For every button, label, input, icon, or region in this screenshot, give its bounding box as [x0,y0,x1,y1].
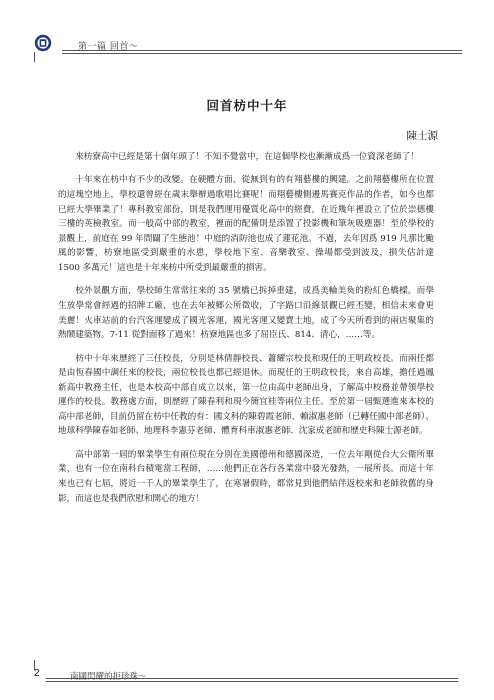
paragraph: 來枋寮高中已經是第十個年頭了！不知不覺當中，在這個學校也漸漸成爲一位資深老師了！ [75,152,419,162]
page-header [34,34,464,56]
header-margin-rule [34,52,35,62]
article-title: 回首枋中十年 [206,98,288,114]
page-footer [34,668,464,688]
article-body [58,150,434,515]
page-number: 2 [34,668,40,679]
header-rule-bottom [62,53,462,54]
article-author: 陳士源 [406,130,438,142]
paragraph: 十年來在枋中有不少的改變。在硬體方面，從無到有的有翔藝樓的興建。之前翔藝樓所在位置的這塊空地上，學校還曾經在歲末舉辦過歌唱比賽呢！而翔藝樓側邊馬賽克作品的作者，如今也都已經大學畢業了！專科教室部份，則是我們運用優質化高中的經費，在近幾年裡設立了位於崇德樓三樓的英檢教室。而一般高中部的教室，裡面的配備則是添置了投影機和筆灰吸塵器！至於學校的景觀上，前庭在 99 年間闢了生態池！中庭的消防池也成了蓮花池。不過，去年因爲 919 凡那比颱風的影響，枋寮地區受到嚴重的水患，學校地下室、音樂教室、操場都受到波及，損失估計達 1500 多萬元！這也是十年來枋中所受到最嚴重的損害。 [58,175,434,273]
paragraph: 高中部第一屆的畢業學生有兩位現在分別在美國德州和德國深造，一位去年剛從台大公衛所畢業，也有一位在南科台積電當工程師，……他們正在各行各業當中發光發熱，一展所長。而這十年來也已有七屆，將近一千人的畢業學生了，在寒暑假時，都常見到他們結伴返校來和老師敘舊的身影，而這也是我們欣慰和開心的地方！ [58,449,434,504]
paragraph: 校外景觀方面，學校師生常常往來的 35 號橋已拆掉重建，成爲美輪美奐的粉紅色橋樑。而學生放學常會經過的招牌工廠，也在去年被鄉公所徵收，了字路口沿線景觀已經丕變，相信未來會更美麗！火車站前的台汽客運變成了國光客運，國光客運又變賣土地，成了今天所看到的兩店聚集的熱鬧建築物。7-11 從對面移了過來！枋寮地區也多了屈臣氏、814、清心，……等。 [58,286,434,341]
footer-running-title: 南國閃耀的拒珍珠～ [70,672,147,682]
school-emblem-icon [34,34,52,52]
header-running-title: 第一篇 回首～ [78,42,139,52]
paragraph: 枋中十年來歷經了三任校長，分別是林倩靜校長、蕭耀宗校長和現任的王明政校長。而兩任都是由恆春國中調任來的校長，兩位校長也都已經退休。而現任的王明政校長，來自高雄，擔任過鳳新高中教務主任，也是本校高中部自成立以來，第一位由高中老師出身，了解高中校務並帶領學校運作的校長。教務處方面，則歷經了陳春利和現今簡宜桂等兩位主任。至於第一屆甄選進來本校的高中部老師，目前仍留在枋中任教的有：國文科的陳碧霞老師、賴淑惠老師（已轉任國中部老師）、地球科學陳春如老師、地理科李憲芬老師、體育科車淑惠老師、沈家成老師和歷史科陳士源老師。 [58,353,434,437]
